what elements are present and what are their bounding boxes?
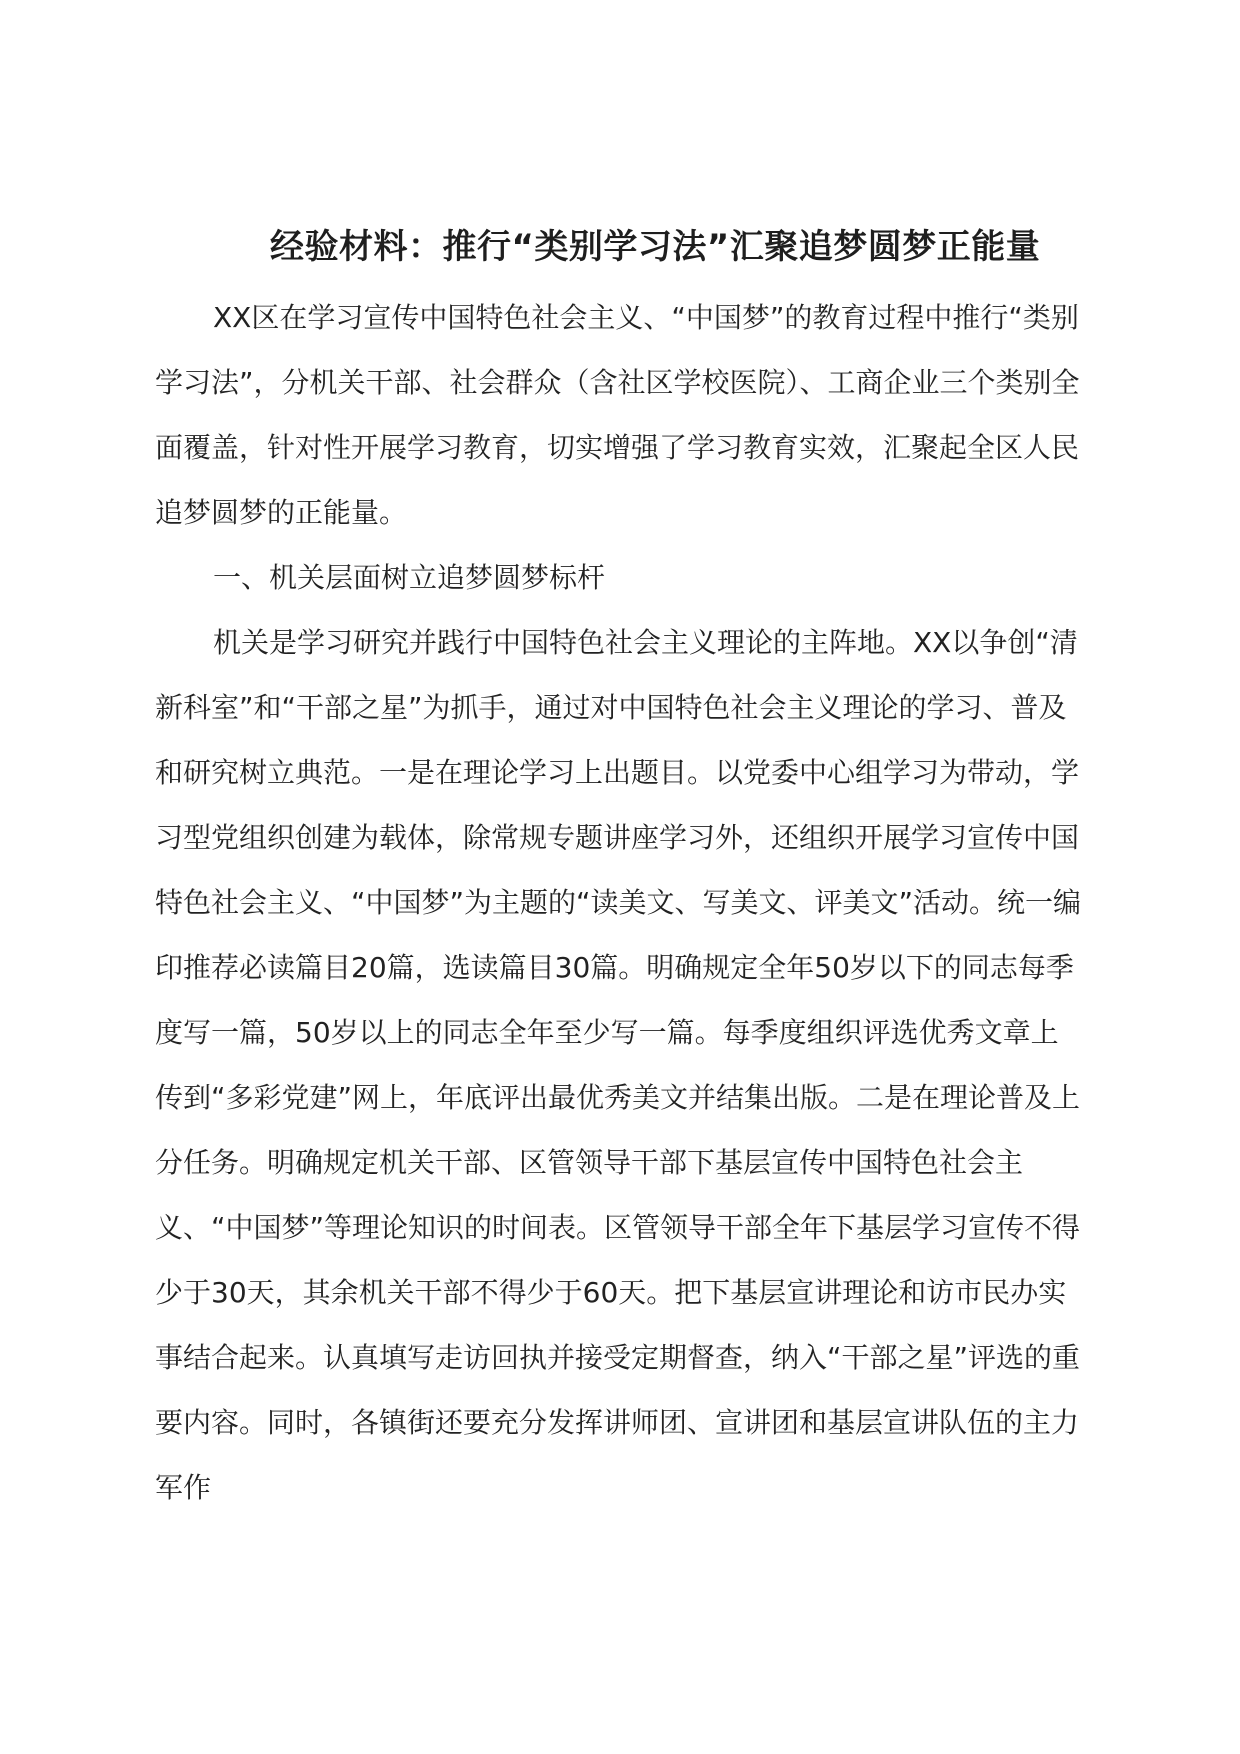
intro-paragraph: XX区在学习宣传中国特色社会主义、“中国梦”的教育过程中推行“类别学习法”，分机关干部、社会群众（含社区学校医院）、工商企业三个类别全面覆盖，针对性开展学习教育，切实增强了学习教育实效，汇聚起全区人民追梦圆梦的正能量。 xyxy=(155,301,1080,529)
section-heading-1: 一、机关层面树立追梦圆梦标杆 xyxy=(213,561,606,594)
document-body xyxy=(155,285,1085,1520)
section-1-paragraph: 机关是学习研究并践行中国特色社会主义理论的主阵地。XX以争创“清新科室”和“干部之星”为抓手，通过对中国特色社会主义理论的学习、普及和研究树立典范。一是在理论学习上出题目。以党委中心组学习为带动，学习型党组织创建为载体，除常规专题讲座学习外，还组织开展学习宣传中国特色社会主义、“中国梦”为主题的“读美文、写美文、评美文”活动。统一编印推荐必读篇目20篇，选读篇目30篇。明确规定全年50岁以下的同志每季度写一篇，50岁以上的同志全年至少写一篇。每季度组织评选优秀文章上传到“多彩党建”网上，年底评出最优秀美文并结集出版。二是在理论普及上分任务。明确规定机关干部、区管领导干部下基层宣传中国特色社会主义、“中国梦”等理论知识的时间表。区管领导干部全年下基层学习宣传不得少于30天，其余机关干部不得少于60天。把下基层宣讲理论和访市民办实事结合起来。认真填写走访回执并接受定期督查，纳入“干部之星”评选的重要内容。同时，各镇街还要充分发挥讲师团、宣讲团和基层宣讲队伍的主力军作 xyxy=(155,626,1082,1504)
document-title: 经验材料：推行“类别学习法”汇聚追梦圆梦正能量 xyxy=(270,227,1041,267)
